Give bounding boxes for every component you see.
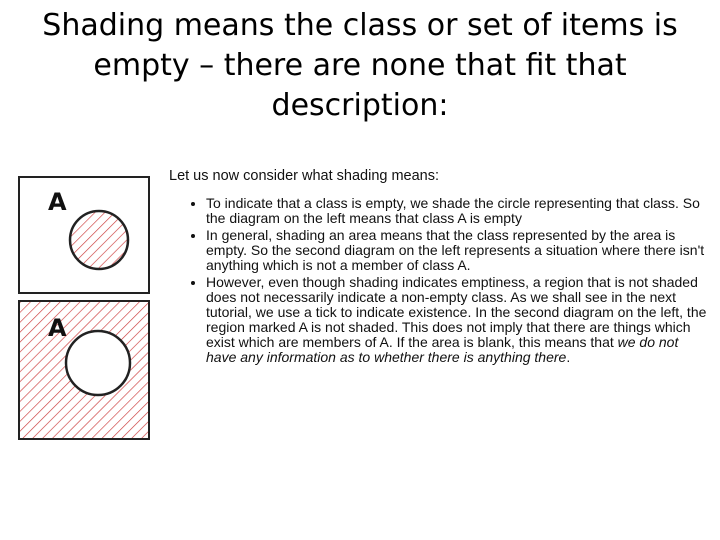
list-item xyxy=(206,196,709,226)
venn-diagram-svg xyxy=(20,302,148,438)
panel-heading: Let us now consider what shading means: xyxy=(169,168,440,184)
explanation-panel xyxy=(169,169,709,367)
bullet-tail-text: . xyxy=(566,349,571,365)
class-a-label: A xyxy=(48,314,67,342)
bullet-italic-text: we do not have any information as to whether there is anything there xyxy=(206,334,679,365)
venn-diagram-complement-empty xyxy=(18,300,150,440)
list-item xyxy=(206,275,709,365)
venn-diagram-svg xyxy=(20,178,148,292)
class-a-circle-shaded xyxy=(70,211,128,269)
venn-diagram-empty-class xyxy=(18,176,150,294)
class-a-circle-unshaded xyxy=(66,331,130,395)
bullet-text: However, even though shading indicates emptiness, a region that is not shaded does not necessarily indicate a non-empty class. As we shall see in the next tutorial, we use a tick to indicate existence. In the second diagram on the left, the region marked A is not shaded. This does not imply that there are things which exist which are members of A. If the area is blank, this means that xyxy=(206,274,707,350)
bullet-text: In general, shading an area means that the class represented by the area is empty. So the second diagram on the left represents a situation where there isn't anything which is not a member of class A. xyxy=(206,227,705,273)
slide-title: Shading means the class or set of items is empty – there are none that fit that description: xyxy=(42,8,678,123)
class-a-label: A xyxy=(48,188,67,216)
list-item xyxy=(206,228,709,273)
bullet-text: To indicate that a class is empty, we shade the circle representing that class. So the diagram on the left means that class A is empty xyxy=(206,195,700,226)
explanation-list xyxy=(169,196,709,365)
